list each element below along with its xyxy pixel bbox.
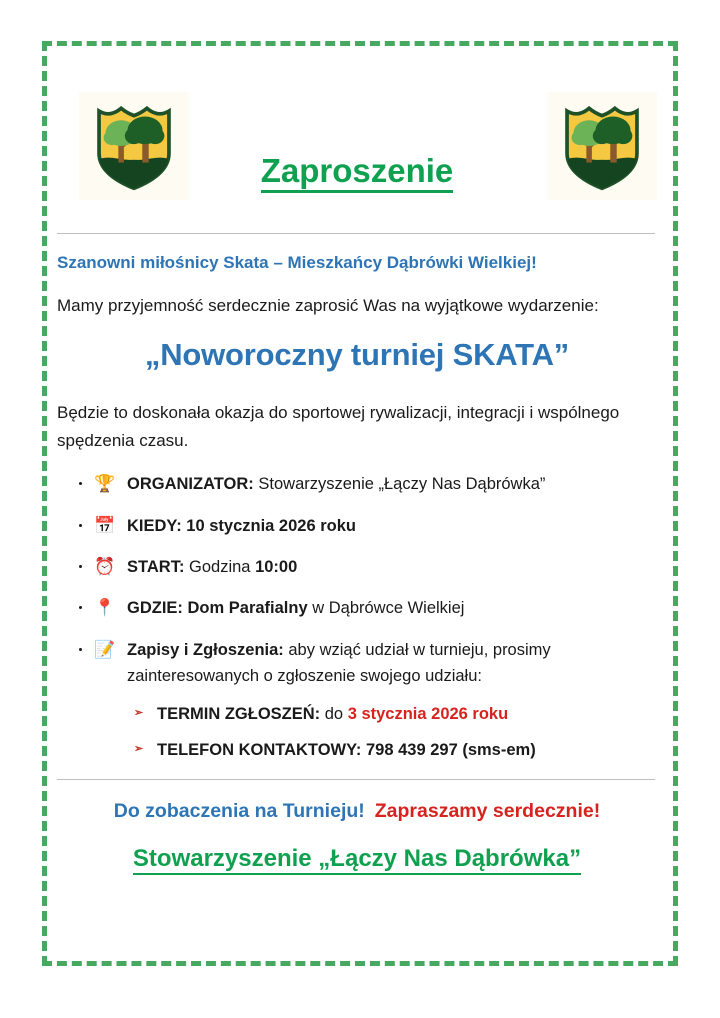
trophy-icon: 🏆 — [94, 474, 116, 494]
list-item — [57, 554, 657, 580]
bullet-dot-icon — [79, 565, 82, 568]
crest-right-container — [547, 92, 657, 200]
description-paragraph: Będzie to doskonała okazja do sportowej rywalizacji, integracji i wspólnego spędzenia czasu. — [57, 403, 620, 450]
phone-number: 798 439 297 (sms-em) — [366, 741, 536, 760]
detail-label: START: — [127, 558, 185, 577]
detail-value: Stowarzyszenie „Łączy Nas Dąbrówka” — [253, 475, 546, 494]
list-item — [127, 702, 657, 727]
page-title-text: Zaproszenie — [261, 152, 454, 193]
divider-top — [57, 233, 655, 234]
detail-value: 10 stycznia 2026 roku — [181, 516, 356, 535]
registration-sub-list — [127, 702, 657, 764]
sub-detail-label: TERMIN ZGŁOSZEŃ: — [157, 704, 321, 723]
poster-header — [57, 50, 657, 190]
herb-dabrowki-wielkiej-icon — [556, 100, 648, 192]
detail-value: aby wziąć udział w turnieju, prosimy zainteresowanych o zgłoszenie swojego udziału: — [127, 640, 551, 686]
detail-label: ORGANIZATOR: — [127, 475, 254, 494]
detail-label: Zapisy i Zgłoszenia: — [127, 640, 284, 659]
intro-paragraph: Mamy przyjemność serdecznie zaprosić Was na wyjątkowe wydarzenie: — [57, 295, 599, 315]
event-details-list — [57, 471, 657, 763]
bullet-dot-icon — [79, 606, 82, 609]
deadline-highlight: 3 stycznia 2026 roku — [347, 704, 509, 723]
list-item — [57, 595, 657, 621]
closing-text-blue: Do zobaczenia na Turnieju! — [113, 800, 365, 823]
bullet-dot-icon — [79, 482, 82, 485]
organization-signature-text: Stowarzyszenie „Łączy Nas Dąbrówka” — [133, 845, 581, 875]
alarm-clock-icon: ⏰ — [94, 557, 116, 577]
list-item — [57, 637, 657, 763]
detail-label: GDZIE: — [127, 599, 183, 618]
detail-value-prefix: Godzina — [184, 558, 256, 577]
organization-signature — [57, 845, 657, 873]
detail-label: KIEDY: — [127, 516, 182, 535]
map-pin-icon: 📍 — [94, 598, 116, 618]
arrow-bullet-icon: ➢ — [134, 706, 144, 719]
calendar-icon: 📅 — [94, 515, 116, 535]
detail-value-strong: 10:00 — [255, 558, 298, 577]
bullet-dot-icon — [79, 648, 82, 651]
sub-detail-label: TELEFON KONTAKTOWY: — [157, 741, 362, 760]
closing-line — [57, 798, 657, 825]
divider-bottom — [57, 779, 655, 780]
memo-icon: 📝 — [94, 639, 116, 659]
detail-value-strong: Dom Parafialny — [182, 599, 308, 618]
detail-value-suffix: w Dąbrówce Wielkiej — [307, 599, 465, 618]
list-item — [57, 513, 657, 539]
event-name-heading: „Noworoczny turniej SKATA” — [144, 337, 570, 373]
closing-text-red: Zapraszamy serdecznie! — [374, 800, 601, 823]
poster-content — [57, 50, 657, 960]
bullet-dot-icon — [79, 524, 82, 527]
list-item — [57, 471, 657, 497]
arrow-bullet-icon: ➢ — [134, 743, 144, 756]
list-item — [127, 738, 657, 763]
sub-detail-connector: do — [320, 704, 348, 723]
salutation-text: Szanowni miłośnicy Skata – Mieszkańcy Dąbrówki Wielkiej! — [57, 253, 537, 272]
